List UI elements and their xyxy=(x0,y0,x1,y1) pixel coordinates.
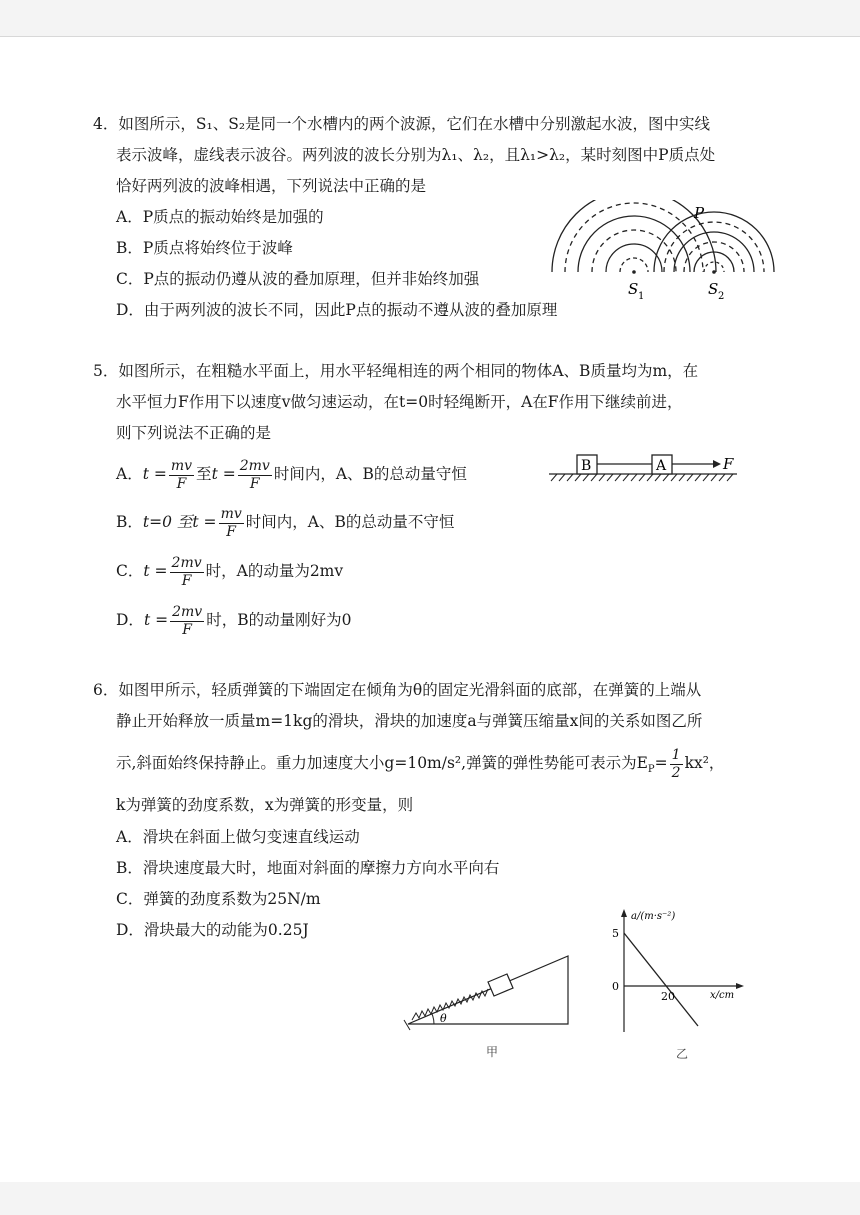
q6-incline-figure xyxy=(400,950,580,1060)
q4-line-2: 表示波峰，虚线表示波谷。两列波的波长分别为λ₁、λ₂，且λ₁>λ₂，某时刻图中P质点处 xyxy=(116,146,716,164)
q4-label-s2-sub: 2 xyxy=(718,291,725,302)
q5-option-a: A．t = $\frac{mv}{F}$ 至t = $\frac{2mv}{F}$ 时间内，A、B的总动量守恒 xyxy=(116,457,467,492)
q5-label-a: A xyxy=(656,458,667,474)
q4-label-s1-sub: 1 xyxy=(638,291,645,302)
q6-theta-label: θ xyxy=(440,1012,447,1025)
q6-graph-ylabel: a/(m·s⁻²) xyxy=(631,911,676,922)
q4-label-p: P xyxy=(694,204,705,222)
q5-line-3: 则下列说法不正确的是 xyxy=(116,424,272,442)
q4-line-3: 恰好两列波的波峰相遇，下列说法中正确的是 xyxy=(116,177,427,195)
q5-option-c: C．t = $\frac{2mv}{F}$ 时，A的动量为2mv xyxy=(116,554,344,589)
q4-option-b: B．P质点将始终位于波峰 xyxy=(116,239,293,257)
q4-label-s1: S xyxy=(628,280,639,298)
q6-graph-xlabel: x/cm xyxy=(710,990,735,1001)
q6-line-1: 6．如图甲所示，轻质弹簧的下端固定在倾角为θ的固定光滑斜面的底部，在弹簧的上端从 xyxy=(93,681,702,699)
q6-caption-yi: 乙 xyxy=(676,1047,689,1061)
q4-label-s2: S xyxy=(708,280,719,298)
q5-option-d: D．t = $\frac{2mv}{F}$ 时，B的动量刚好为0 xyxy=(116,603,352,638)
q6-graph-tick-20: 20 xyxy=(661,990,675,1003)
q6-graph-figure xyxy=(604,906,764,1062)
q6-option-c: C．弹簧的劲度系数为25N/m xyxy=(116,890,321,908)
q6-graph-tick-5: 5 xyxy=(612,927,619,940)
q5-label-f: F xyxy=(723,455,734,473)
q6-option-d: D．滑块最大的动能为0.25J xyxy=(116,921,309,939)
q4-option-c: C．P点的振动仍遵从波的叠加原理，但并非始终加强 xyxy=(116,270,480,288)
q6-option-a: A．滑块在斜面上做匀变速直线运动 xyxy=(116,828,360,846)
q5-line-1: 5．如图所示，在粗糙水平面上，用水平轻绳相连的两个相同的物体A、B质量均为m，在 xyxy=(93,362,699,380)
q6-graph-origin: 0 xyxy=(612,980,619,993)
q4-line-1: 4．如图所示，S₁、S₂是同一个水槽内的两个波源，它们在水槽中分别激起水波，图中实线 xyxy=(93,115,711,133)
q5-option-b: B．t=0 至t = $\frac{mv}{F}$ 时间内，A、B的总动量不守恒 xyxy=(116,505,455,540)
q6-option-b: B．滑块速度最大时，地面对斜面的摩擦力方向水平向右 xyxy=(116,859,500,877)
q4-option-d: D．由于两列波的波长不同，因此P点的振动不遵从波的叠加原理 xyxy=(116,301,558,319)
q4-wave-figure xyxy=(548,200,776,310)
q5-blocks-figure xyxy=(545,448,745,488)
q6-caption-jia: 甲 xyxy=(486,1045,499,1059)
q5-label-b: B xyxy=(581,458,592,474)
q6-line-3: 示,斜面始终保持静止。重力加速度大小g=10m/s²,弹簧的弹性势能可表示为$E_P=$ $\frac{1}{2}$ kx²， xyxy=(116,746,725,781)
q5-line-2: 水平恒力F作用下以速度v做匀速运动，在t=0时轻绳断开，A在F作用下继续前进， xyxy=(116,393,683,411)
q4-option-a: A．P质点的振动始终是加强的 xyxy=(116,208,324,226)
q6-line-4: k为弹簧的劲度系数，x为弹簧的形变量，则 xyxy=(116,796,414,814)
q6-line-2: 静止开始释放一质量m=1kg的滑块，滑块的加速度a与弹簧压缩量x间的关系如图乙所 xyxy=(116,712,703,730)
